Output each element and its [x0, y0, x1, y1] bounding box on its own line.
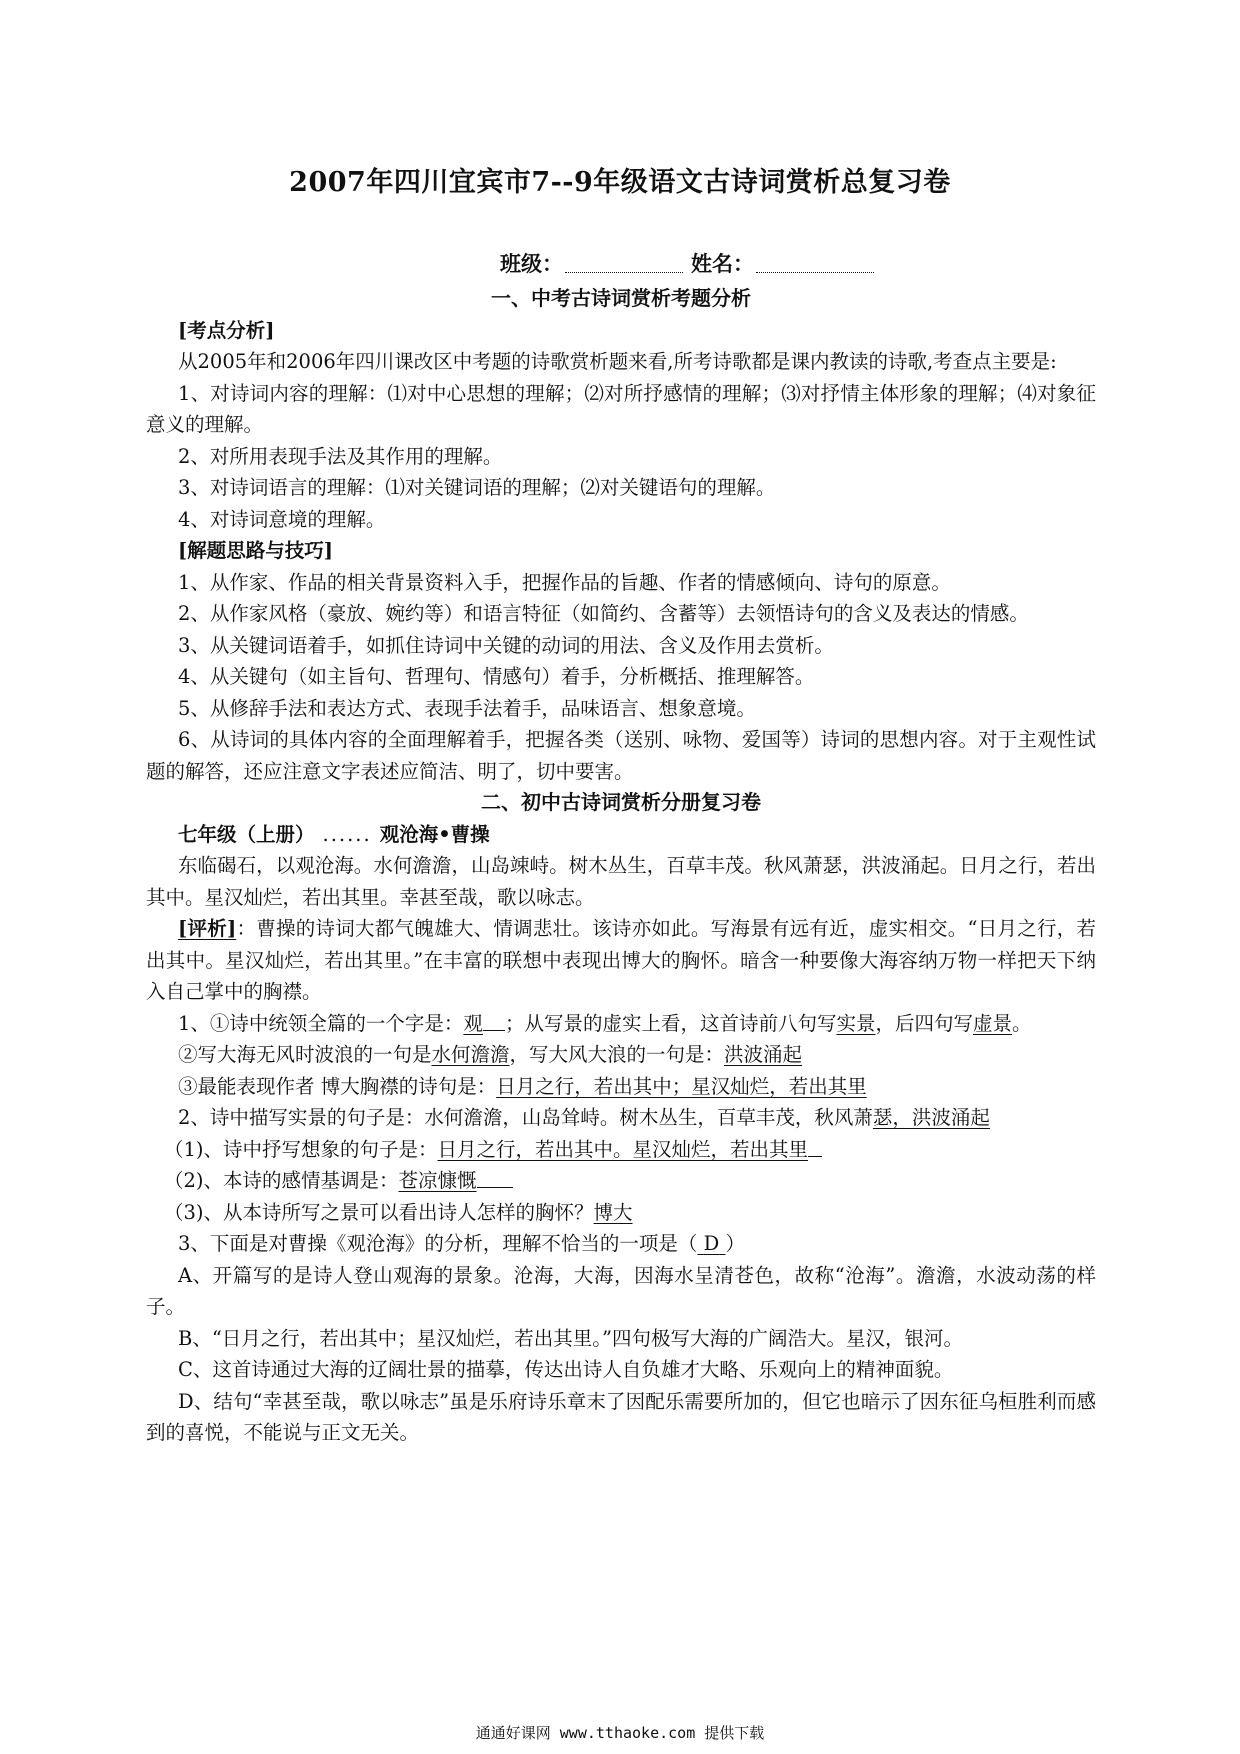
question-text: ；从写景的虚实上看，这首诗前八句写 — [504, 1011, 837, 1035]
answer-underline — [808, 1134, 822, 1157]
option-item: C、这首诗通过大海的辽阔壮景的描摹，传达出诗人自负雄才大略、乐观向上的精神面貌。 — [178, 1358, 954, 1381]
answer-1-1a: 观 — [463, 1011, 483, 1035]
question-text: （2)、本诗的感情基调是： — [164, 1169, 399, 1192]
answer-3-letter: D — [703, 1232, 720, 1255]
question-text: 2、诗中描写实景的句子是：水何澹澹，山岛耸峙。树木丛生，百草丰茂，秋风萧 — [178, 1106, 873, 1129]
tip-item: 5、从修辞手法和表达方式、表现手法着手，品味语言、想象意境。 — [178, 696, 756, 720]
document-body — [146, 283, 1096, 1449]
grade-label: 七年级（上册） — [178, 822, 315, 846]
section1-intro: 从2005年和2006年四川课改区中考题的诗歌赏析题来看,所考诗歌都是课内教读的诗歌,考查点主要是: — [178, 350, 1057, 373]
question-1-2 — [146, 1039, 1096, 1071]
poem-text: 东临碣石，以观沧海。水何澹澹，山岛竦峙。树木丛生，百草丰茂。秋风萧瑟，洪波涌起。日月之行，若出其中。星汉灿烂，若出其里。幸甚至哉，歌以咏志。 — [146, 854, 1096, 909]
tip-item: 4、从关键句（如主旨句、哲理句、情感句）着手，分析概括、推理解答。 — [178, 665, 815, 688]
footer-credit: 通通好课网 www.tthaoke.com 提供下载 — [475, 1724, 765, 1742]
point-item: 4、对诗词意境的理解。 — [178, 507, 386, 531]
class-label: 班级： — [500, 251, 563, 276]
answer-2: 瑟，洪波涌起 — [872, 1106, 990, 1129]
question-text: ③最能表现作者 博大胸襟的诗句是： — [178, 1074, 497, 1098]
pingxi-label: [评析] — [178, 917, 237, 940]
dot-leader: ...... — [322, 822, 372, 846]
pingxi-paragraph — [146, 913, 1096, 1008]
question-text: ②写大海无风时波浪的一句是 — [178, 1043, 432, 1066]
pingxi-text: ：曹操的诗词大都气魄雄大、情调悲壮。该诗亦如此。写海景有远有近，虚实相交。“日月之行，若出其中。星汉灿烂，若出其里。”在丰富的联想中表现出博大的胸怀。暗含一种要像大海容纳万物一样把天下纳入自己掌中的胸襟。 — [146, 917, 1096, 1003]
point-item: 1、对诗词内容的理解：⑴对中心思想的理解；⑵对所抒感情的理解；⑶对抒情主体形象的理解；⑷对象征意义的理解。 — [146, 381, 1096, 436]
answer-2-3: 博大 — [593, 1200, 633, 1224]
section1-heading: 一、中考古诗词赏析考题分析 — [491, 286, 751, 310]
answer-3 — [697, 1232, 725, 1255]
question-2-1 — [146, 1134, 1096, 1166]
student-info-line — [500, 248, 882, 278]
option-item: A、开篇写的是诗人登山观海的景象。沧海，大海，因海水呈清苍色，故称“沧海”。澹澹，水波动荡的样子。 — [146, 1263, 1096, 1318]
tip-item: 6、从诗词的具体内容的全面理解着手，把握各类（送别、咏物、爱国等）诗词的思想内容。对于主观性试题的解答，还应注意文字表述应简洁、明了，切中要害。 — [146, 728, 1096, 783]
tip-item: 2、从作家风格（豪放、婉约等）和语言特征（如简约、含蓄等）去领悟诗句的含义及表达的情感。 — [178, 602, 1029, 625]
name-blank[interactable] — [756, 254, 874, 273]
jieti-heading: [解题思路与技巧] — [178, 539, 333, 562]
question-text: ，写大风大浪的一句是： — [509, 1043, 725, 1066]
answer-1-1c: 虚景 — [972, 1011, 1012, 1035]
question-2 — [146, 1102, 1096, 1134]
question-text: ，后四句写 — [875, 1011, 973, 1035]
answer-underline — [483, 1008, 505, 1031]
answer-1-2b: 洪波涌起 — [724, 1043, 803, 1066]
answer-1-2a: 水何澹澹 — [431, 1043, 510, 1066]
kaodian-heading: [考点分析] — [178, 318, 275, 342]
answer-underline — [477, 1165, 513, 1188]
tip-item: 3、从关键词语着手，如抓住诗词中关键的动词的用法、含义及作用去赏析。 — [178, 633, 834, 657]
document-title: 2007年四川宜宾市7--9年级语文古诗词赏析总复习卷 — [289, 167, 951, 198]
point-item: 3、对诗词语言的理解：⑴对关键词语的理解；⑵对关键语句的理解。 — [178, 476, 776, 499]
question-text: （1)、诗中抒写想象的句子是： — [164, 1137, 438, 1161]
class-blank[interactable] — [565, 254, 683, 273]
name-label: 姓名： — [691, 251, 754, 276]
question-text: 3、下面是对曹操《观沧海》的分析，理解不恰当的一项是（ — [178, 1232, 698, 1255]
answer-1-3: 日月之行，若出其中；星汉灿烂，若出其里 — [496, 1074, 867, 1098]
question-1-1 — [146, 1008, 1096, 1040]
question-text: 1、①诗中统领全篇的一个字是： — [178, 1011, 464, 1035]
question-2-2 — [146, 1165, 1096, 1197]
point-item: 2、对所用表现手法及其作用的理解。 — [178, 444, 503, 468]
section2-heading: 二、初中古诗词赏析分册复习卷 — [481, 790, 761, 814]
question-text: ） — [725, 1232, 745, 1255]
answer-1-1b: 实景 — [836, 1011, 876, 1035]
option-item: B、“日月之行，若出其中；星汉灿烂，若出其里。”四句极写大海的广阔浩大。星汉，银河。 — [178, 1326, 964, 1350]
question-2-3 — [146, 1197, 1096, 1229]
question-1-3 — [146, 1071, 1096, 1103]
answer-2-2: 苍凉慷慨 — [398, 1169, 477, 1192]
option-item: D、结句“幸甚至哉，歌以咏志”虽是乐府诗乐章末了因配乐需要所加的，但它也暗示了因东征乌桓胜利而感到的喜悦，不能说与正文无关。 — [146, 1389, 1096, 1444]
question-text: 。 — [1012, 1011, 1032, 1035]
grade-poem-heading — [146, 819, 1096, 851]
tip-item: 1、从作家、作品的相关背景资料入手，把握作品的旨趣、作者的情感倾向、诗句的原意。 — [178, 570, 951, 594]
question-text: （3)、从本诗所写之景可以看出诗人怎样的胸怀？ — [164, 1200, 594, 1224]
answer-2-1: 日月之行，若出其中。星汉灿烂，若出其里 — [437, 1137, 809, 1161]
poem-title: 观沧海•曹操 — [379, 822, 490, 846]
question-3 — [146, 1228, 1096, 1260]
